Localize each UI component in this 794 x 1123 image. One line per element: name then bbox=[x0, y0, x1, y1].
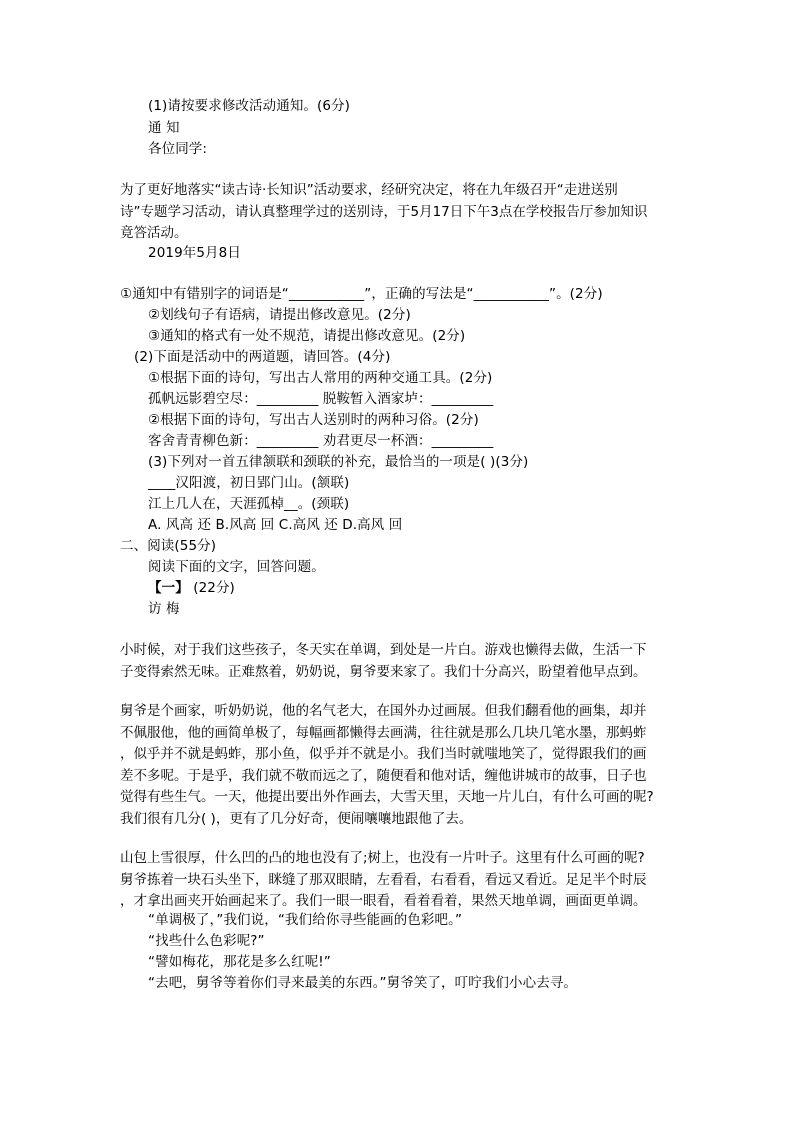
notice-body-line: 为了更好地落实“读古诗·长知识”活动要求，经研究决定，将在九年级召开“走进送别 bbox=[120, 182, 618, 198]
article-line: ，才拿出画夹开始画起来了。我们一眼一眼看，看着看着，果然天地单调，画面更单调。 bbox=[120, 893, 647, 909]
sub-question-2: ②划线句子有语病，请提出修改意见。(2分) bbox=[148, 307, 411, 323]
notice-body bbox=[120, 180, 700, 245]
dialogue-line: “单调极了，”我们说，“我们给你寻些能画的色彩吧。” bbox=[148, 912, 463, 928]
article-line: 我们很有几分( )，更有了几分好奇，便闹嚷嚷地跟他了去。 bbox=[120, 810, 473, 827]
poem-couplet-2: 江上几人在，天涯孤棹__。(颈联) bbox=[148, 496, 350, 512]
question-2-item-1: ①根据下面的诗句，写出古人常用的两种交通工具。(2分) bbox=[148, 370, 493, 386]
section-reading-heading: 二、阅读(55分) bbox=[120, 538, 217, 554]
notice-title: 通 知 bbox=[148, 120, 180, 136]
dialogue-line: “去吧，舅爷等着你们寻来最美的东西。”舅爷笑了，叮咛我们小心去寻。 bbox=[148, 975, 578, 991]
article-line: 山包上雪很厚，什么凹的凸的地也没有了;树上，也没有一片叶子。这里有什么可画的呢? bbox=[120, 850, 645, 866]
article-line: 不佩服他，他的画简单极了，每幅画都懒得去画满，往往就是那么几块几笔水墨，那蚂蚱 bbox=[120, 724, 647, 741]
poem-line-answer-2: 客舍青青柳色新：_________ 劝君更尽一杯酒：_________ bbox=[148, 433, 494, 449]
sub-question-3: ③通知的格式有一处不规范，请提出修改意见。(2分) bbox=[148, 328, 466, 344]
poem-couplet-1: ____汉阳渡，初日郢门山。(颔联) bbox=[148, 475, 350, 491]
reading-part-label: 【一】 bbox=[148, 580, 189, 596]
article-line: 舅爷是个画家，听奶奶说，他的名气老大，在国外办过画展。但我们翻看他的画集，却并 bbox=[120, 703, 647, 719]
reading-instruction: 阅读下面的文字，回答问题。 bbox=[148, 559, 325, 575]
notice-salutation: 各位同学: bbox=[148, 141, 208, 157]
article-line: 小时候，对于我们这些孩子，冬天实在单调，到处是一片白。游戏也懒得去做，生活一下 bbox=[120, 642, 647, 658]
dialogue-line: “找些什么色彩呢?” bbox=[148, 933, 265, 949]
answer-options: A. 风高 还 B.风高 回 C.高风 还 D.高风 回 bbox=[148, 517, 403, 533]
article-paragraph-3 bbox=[120, 848, 700, 913]
article-title: 访 梅 bbox=[148, 601, 180, 617]
reading-part-heading bbox=[148, 578, 235, 599]
poem-line-answer-1: 孤帆远影碧空尽：_________ 脱鞍暂入酒家垆：_________ bbox=[148, 391, 494, 407]
notice-body-line: 竟答活动。 bbox=[120, 225, 188, 241]
question-2-heading: (2)下面是活动中的两道题，请回答。(4分) bbox=[134, 349, 391, 365]
article-line: 觉得有些生气。一天，他提出要出外作画去，大雪天里，天地一片儿白，有什么可画的呢? bbox=[120, 789, 654, 805]
dialogue-line: “譬如梅花，那花是多么红呢!” bbox=[148, 954, 331, 970]
article-paragraph-2 bbox=[120, 701, 700, 830]
sub-question-1: ①通知中有错别字的词语是“___________”，正确的写法是“___________”。(2分) bbox=[120, 286, 603, 302]
article-line: 差不多呢。于是乎，我们就不敬而远之了，随便看和他对话，缠他讲城市的故事，日子也 bbox=[120, 767, 647, 784]
notice-body-line: 诗”专题学习活动，请认真整理学过的送别诗，于5月17日下午3点在学校报告厅参加知识 bbox=[120, 203, 648, 220]
question-1-heading: (1)请按要求修改活动通知。(6分) bbox=[148, 98, 351, 114]
article-line: 舅爷拣着一块石头坐下，眯缝了那双眼睛，左看看，右看看，看远又看近。足足半个时辰 bbox=[120, 871, 647, 888]
notice-date: 2019年5月8日 bbox=[148, 245, 241, 261]
question-2-item-2: ②根据下面的诗句，写出古人送别时的两种习俗。(2分) bbox=[148, 412, 479, 428]
article-paragraph-1 bbox=[120, 640, 700, 683]
article-line: ，似乎并不就是蚂蚱，那小鱼，似乎并不就是小。我们当时就嗤地笑了，觉得跟我们的画 bbox=[120, 746, 647, 762]
question-3-heading: (3)下列对一首五律颔联和颈联的补充，最恰当的一项是( )(3分) bbox=[148, 454, 529, 470]
article-line: 子变得索然无味。正难熬着，奶奶说，舅爷要来家了。我们十分高兴，盼望着他早点到。 bbox=[120, 663, 647, 680]
reading-part-score: (22分) bbox=[188, 580, 235, 596]
